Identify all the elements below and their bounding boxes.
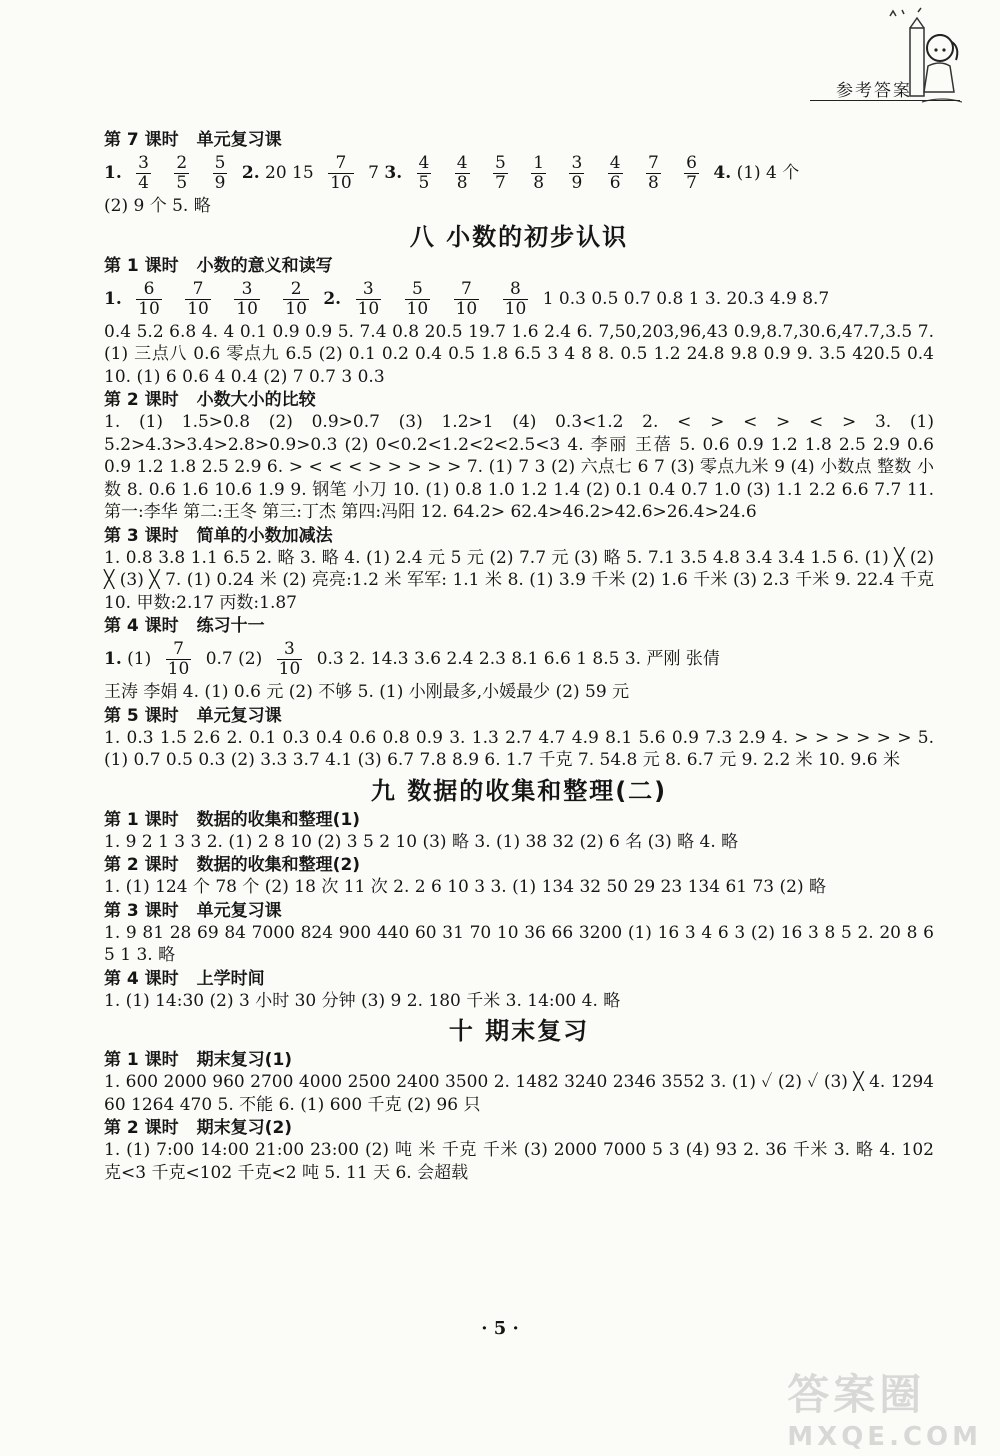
answer-text: 1. (1) 7:00 14:00 21:00 23:00 (2) 吨 米 千克 千米 (3) 2000 7000 5 3 (4) 93 2. 36 千米 3. 略 4. 102 克<3 千克<102 千克<2 吨 5. 11 天 6. 会超载 xyxy=(104,1140,934,1183)
fraction: $\frac{8}{10}$ xyxy=(504,278,527,319)
answer-text: 1. (1) 1.5>0.8 (2) 0.9>0.7 (3) 1.2>1 (4) 0.3<1.2 2. < > < > < > 3. (1) 5.2>4.3>3.4>2.8>0.9>0.3 (2) 0<0.2<1.2<2<2.5<3 4. 李丽 王蓓 5. 0.6 0.9 1.2 1.8 2.5 2.9 0.6 0.9 1.2 1.8 2.5 2.9 6. > < < < > > > > > 7. (1) 7 3 (2) 六点七 6 7 (3) 零点九米 9 (4) 小数点 整数 小数 8. 0.6 1.6 10.6 1.9 9. 钢笔 小刀 10. (1) 0.8 1.0 1.2 1.4 (2) 0.1 0.4 0.7 1.0 (3) 1.1 2.2 6.6 7.7 11. 第一:李华 第二:王冬 第三:丁杰 第四:冯阳 12. 64.2> 62.4>46.2>42.6>26.4>24.6 xyxy=(104,412,934,522)
chapter-title: 九 数据的收集和整理(二) xyxy=(370,776,668,805)
fraction: $\frac{1}{8}$ xyxy=(533,153,545,193)
header-title: 参考答案 xyxy=(836,81,912,101)
fraction: $\frac{6}{7}$ xyxy=(686,153,697,193)
fraction: $\frac{5}{9}$ xyxy=(214,153,226,193)
fraction: $\frac{5}{7}$ xyxy=(495,153,506,193)
fraction: $\frac{3}{10}$ xyxy=(278,639,301,679)
fraction: $\frac{4}{6}$ xyxy=(609,153,621,193)
fraction: $\frac{3}{9}$ xyxy=(571,153,583,193)
fraction: $\frac{7}{10}$ xyxy=(167,639,190,679)
lesson-heading: 第 7 课时 单元复习课 xyxy=(104,130,282,150)
answer-text: (2) 9 个 5. 略 xyxy=(104,196,211,216)
fraction: $\frac{7}{8}$ xyxy=(647,153,659,193)
answer-text: 1. 9 2 1 3 3 2. (1) 2 8 10 (2) 3 5 2 10 (3) 略 3. (1) 38 32 (2) 6 名 (3) 略 4. 略 xyxy=(104,831,739,852)
answer-text: 1. 9 81 28 69 84 7000 824 900 440 60 31 70 10 36 66 3200 (1) 16 3 4 6 3 (2) 16 3 8 5 2. 20 8 6 5 1 3. 略 xyxy=(104,922,934,965)
answer-text: 1. (1) 14:30 (2) 3 小时 30 分钟 (3) 9 2. 180 千米 3. 14:00 4. 略 xyxy=(104,990,621,1011)
lesson-heading: 第 4 课时 练习十一 xyxy=(104,616,265,636)
fraction: $\frac{2}{5}$ xyxy=(176,153,188,193)
fraction: $\frac{7}{10}$ xyxy=(455,278,478,319)
lesson-heading: 第 2 课时 期末复习(2) xyxy=(104,1118,293,1138)
watermark-logo: 答案圈 MXQE.COM xyxy=(787,1370,982,1452)
page-number: · 5 · xyxy=(481,1318,519,1339)
fraction: $\frac{7}{10}$ xyxy=(187,278,209,319)
fraction: $\frac{4}{5}$ xyxy=(418,153,430,193)
fraction: $\frac{5}{10}$ xyxy=(406,278,429,319)
answer-text: 1. 600 2000 960 2700 4000 2500 2400 3500 2. 1482 3240 2346 3552 3. (1) ✓ (2) ✓ (3) ╳ 4. 1294 60 1264 470 5. 不能 6. (1) 600 千克 (2) 96 只 xyxy=(104,1072,934,1115)
lesson-heading: 第 3 课时 单元复习课 xyxy=(104,900,282,921)
fraction-answer-line: 1. (1) $\frac{7}{10}$ 0.7 (2) $\frac{3}{10}$ 0.3 2. 14.3 3.6 2.4 2.3 8.1 6.6 1 8.5 3. 严刚 张倩 xyxy=(104,639,720,679)
fraction: $\frac{3}{10}$ xyxy=(236,278,258,319)
fraction: $\frac{3}{10}$ xyxy=(357,278,380,319)
answer-text: 1. 0.3 1.5 2.6 2. 0.1 0.3 0.4 0.6 0.8 0.9 3. 1.3 2.7 4.7 4.9 8.1 5.6 0.9 7.3 2.9 4. > > > > > > 5. (1) 0.7 0.5 0.3 (2) 3.3 3.7 4.1 (3) 6.7 7.8 8.9 6. 1.7 千克 7. 54.8 元 8. 6.7 元 9. 2.2 米 10. 9.6 米 xyxy=(104,727,934,770)
fraction: $\frac{2}{10}$ xyxy=(285,278,307,319)
fraction-answer-line: 1. $\frac{3}{4}$ $\frac{2}{5}$ $\frac{5}{9}$ 2. 20 15 $\frac{7}{10}$ 7 3. $\frac{4}{5}$ $\frac{4}{8}$ $\frac{5}{7}$ $\frac{1}{8}$ $\frac{3}{9}$ $\frac{4}{6}$ $\frac{7}{8}$ $\frac{6}{7}$ 4. (1) 4 个 xyxy=(104,153,800,193)
fraction: $\frac{4}{8}$ xyxy=(456,153,468,193)
chapter-title: 八 小数的初步认识 xyxy=(409,222,629,251)
lesson-heading: 第 1 课时 小数的意义和读写 xyxy=(104,255,333,276)
fraction-answer-line: 1. $\frac{6}{10}$ $\frac{7}{10}$ $\frac{3}{10}$ $\frac{2}{10}$ 2. $\frac{3}{10}$ $\frac{5}{10}$ $\frac{7}{10}$ $\frac{8}{10}$ 1 0.3 0.5 0.7 0.8 1 3. 20.3 4.9 8.7 xyxy=(104,278,830,319)
lesson-heading: 第 1 课时 数据的收集和整理(1) xyxy=(104,809,361,830)
chapter-title: 十 期末复习 xyxy=(448,1017,590,1045)
answer-content xyxy=(104,128,934,1184)
answer-text: 1. 0.8 3.8 1.1 6.5 2. 略 3. 略 4. (1) 2.4 元 5 元 (2) 7.7 元 (3) 略 5. 7.1 3.5 4.8 3.4 3.4 1.5 6. (1) ╳ (2) ╳ (3) ╳ 7. (1) 0.24 米 (2) 亮亮:1.2 米 军军: 1.1 米 8. (1) 3.9 千米 (2) 1.6 千米 (3) 2.3 千米 9. 22.4 千克 10. 甲数:2.17 丙数:1.87 xyxy=(104,547,934,613)
lesson-heading: 第 5 课时 单元复习课 xyxy=(104,705,282,726)
fraction: $\frac{3}{4}$ xyxy=(138,153,149,193)
lesson-heading: 第 2 课时 小数大小的比较 xyxy=(104,390,316,410)
lesson-heading: 第 3 课时 简单的小数加减法 xyxy=(104,525,333,546)
lesson-heading: 第 1 课时 期末复习(1) xyxy=(104,1050,293,1070)
answer-text: 1. (1) 124 个 78 个 (2) 18 次 11 次 2. 2 6 10 3 3. (1) 134 32 50 29 23 134 61 73 (2) 略 xyxy=(104,877,826,897)
fraction: $\frac{6}{10}$ xyxy=(138,278,160,319)
lesson-heading: 第 2 课时 数据的收集和整理(2) xyxy=(104,855,361,875)
answer-text: 0.4 5.2 6.8 4. 4 0.1 0.9 0.9 5. 7.4 0.8 20.5 19.7 1.6 2.4 6. 7,50,203,96,43 0.9,8.7,30.6,47.7,3.5 7. (1) 三点八 0.6 零点九 6.5 (2) 0.1 0.2 0.4 0.5 1.8 6.5 3 4 8 8. 0.5 1.2 24.8 9.8 0.9 9. 3.5 420.5 0.4 10. (1) 6 0.6 4 0.4 (2) 7 0.7 3 0.3 xyxy=(104,321,934,387)
header-divider xyxy=(810,100,960,101)
answer-text: 王涛 李娟 4. (1) 0.6 元 (2) 不够 5. (1) 小刚最多,小媛最少 (2) 59 元 xyxy=(104,682,630,702)
fraction: $\frac{7}{10}$ xyxy=(330,153,352,193)
lesson-heading: 第 4 课时 上学时间 xyxy=(104,968,265,989)
